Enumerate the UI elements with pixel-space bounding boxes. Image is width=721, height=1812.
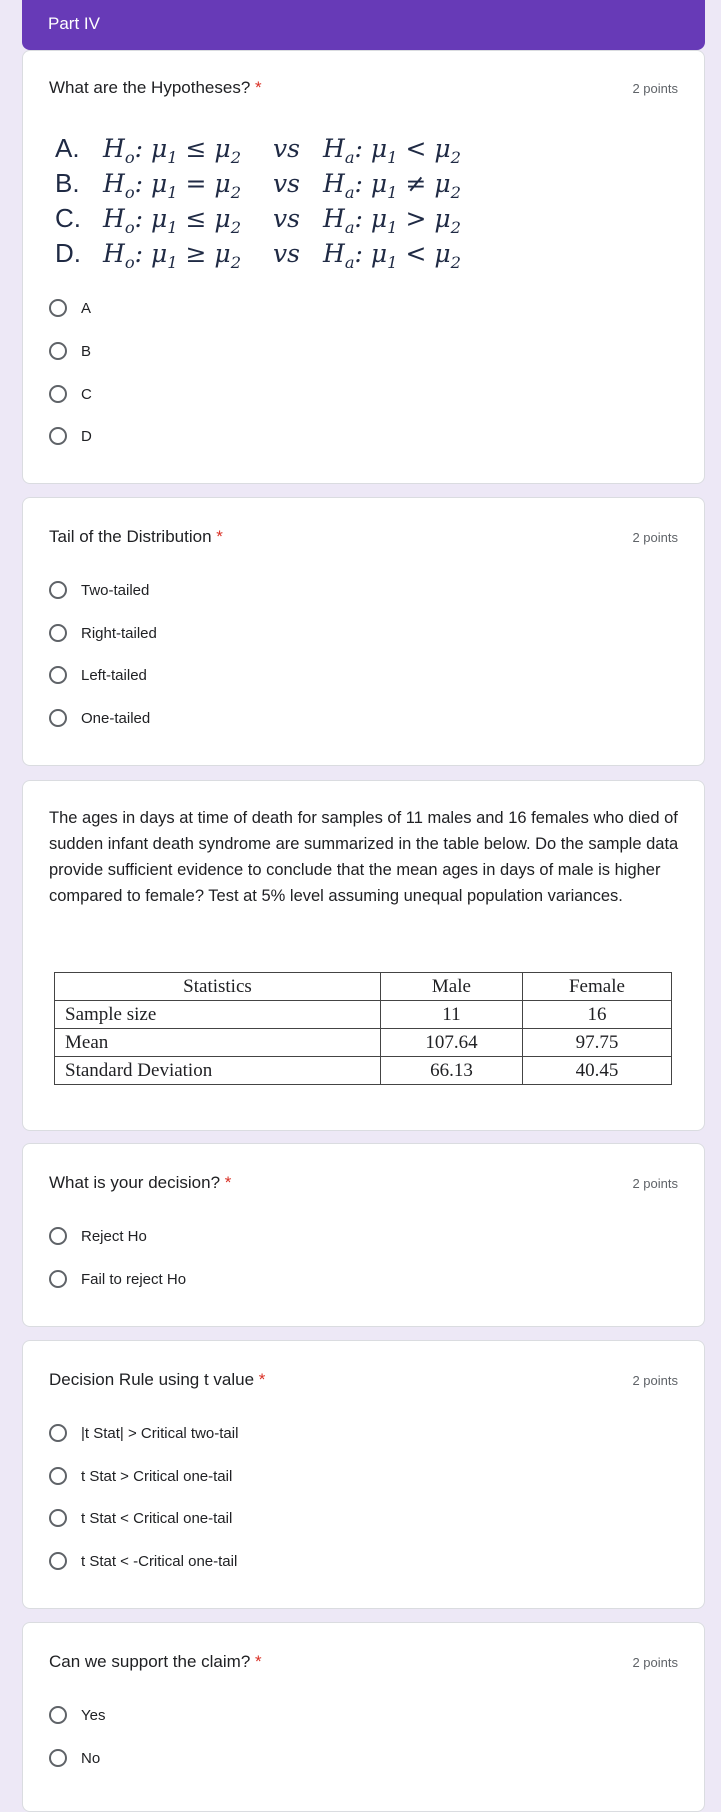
radio-option-yes[interactable]: Yes — [49, 1703, 105, 1727]
question-title: Tail of the Distribution * — [49, 527, 223, 546]
table-row — [55, 1029, 672, 1057]
table-cell: 11 — [380, 1001, 522, 1029]
radio-button[interactable] — [49, 427, 67, 445]
table-header-cell: Statistics — [55, 973, 381, 1001]
radio-button[interactable] — [49, 342, 67, 360]
section-title: Part IV — [48, 14, 100, 33]
question-title: Decision Rule using t value * — [49, 1370, 266, 1389]
radio-option-two-tailed[interactable]: Two-tailed — [49, 578, 149, 602]
table-row — [55, 1001, 672, 1029]
hypothesis-row-b: B. $H_o$: $\mu_1 = \mu_2$ vs $H_a$: $\mu_1 \ne \mu_2$ — [55, 168, 461, 202]
table-cell: 66.13 — [380, 1057, 522, 1085]
radio-option-a[interactable]: A — [49, 296, 91, 320]
radio-button[interactable] — [49, 1227, 67, 1245]
table-cell: 97.75 — [522, 1029, 671, 1057]
question-card-decision-rule — [22, 1340, 705, 1609]
question-card-decision — [22, 1143, 705, 1327]
radio-option-reject-ho[interactable]: Reject Ho — [49, 1224, 147, 1248]
question-card-hypotheses — [22, 50, 705, 484]
radio-button[interactable] — [49, 581, 67, 599]
radio-button[interactable] — [49, 1706, 67, 1724]
radio-button[interactable] — [49, 666, 67, 684]
hypothesis-row-a: A. $H_o$: $\mu_1 \le \mu_2$ vs $H_a$: $\mu_1 < \mu_2$ — [55, 133, 461, 167]
radio-button[interactable] — [49, 624, 67, 642]
radio-button[interactable] — [49, 1749, 67, 1767]
radio-option-no[interactable]: No — [49, 1746, 100, 1770]
radio-option-c[interactable]: C — [49, 382, 92, 406]
radio-option-rule-4[interactable]: t Stat < -Critical one-tail — [49, 1549, 237, 1573]
radio-button[interactable] — [49, 385, 67, 403]
radio-option-rule-2[interactable]: t Stat > Critical one-tail — [49, 1464, 232, 1488]
description-card — [22, 780, 705, 1131]
section-header — [22, 0, 705, 50]
radio-option-rule-1[interactable]: |t Stat| > Critical two-tail — [49, 1421, 238, 1445]
radio-option-fail-to-reject-ho[interactable]: Fail to reject Ho — [49, 1267, 186, 1291]
hypothesis-row-d: D. $H_o$: $\mu_1 \ge \mu_2$ vs $H_a$: $\mu_1 < \mu_2$ — [55, 238, 461, 272]
points-label: 2 points — [632, 81, 678, 96]
radio-option-rule-3[interactable]: t Stat < Critical one-tail — [49, 1506, 232, 1530]
statistics-table — [54, 972, 672, 1085]
question-card-tail — [22, 497, 705, 766]
radio-button[interactable] — [49, 1270, 67, 1288]
radio-button[interactable] — [49, 1552, 67, 1570]
radio-option-d[interactable]: D — [49, 424, 92, 448]
table-row — [55, 1057, 672, 1085]
table-header-row — [55, 973, 672, 1001]
table-cell: 16 — [522, 1001, 671, 1029]
radio-option-b[interactable]: B — [49, 339, 91, 363]
table-header-cell: Female — [522, 973, 671, 1001]
question-title: What are the Hypotheses? * — [49, 78, 262, 97]
table-cell: 40.45 — [522, 1057, 671, 1085]
radio-button[interactable] — [49, 1509, 67, 1527]
points-label: 2 points — [632, 1373, 678, 1388]
radio-button[interactable] — [49, 299, 67, 317]
points-label: 2 points — [632, 1176, 678, 1191]
radio-option-left-tailed[interactable]: Left-tailed — [49, 663, 147, 687]
table-header-cell: Male — [380, 973, 522, 1001]
question-title: What is your decision? * — [49, 1173, 232, 1192]
table-cell: Sample size — [55, 1001, 381, 1029]
table-cell: 107.64 — [380, 1029, 522, 1057]
radio-button[interactable] — [49, 709, 67, 727]
radio-option-one-tailed[interactable]: One-tailed — [49, 706, 150, 730]
table-cell: Standard Deviation — [55, 1057, 381, 1085]
points-label: 2 points — [632, 1655, 678, 1670]
problem-description: The ages in days at time of death for samples of 11 males and 16 females who died of sudden infant death syndrome are summarized in the table below. Do the sample data provide sufficient evidence to conclude that the mean ages in days of male is higher compared to female? Test at 5% level assuming unequal population variances. — [49, 809, 679, 905]
points-label: 2 points — [632, 530, 678, 545]
table-cell: Mean — [55, 1029, 381, 1057]
question-card-claim — [22, 1622, 705, 1812]
radio-button[interactable] — [49, 1424, 67, 1442]
radio-option-right-tailed[interactable]: Right-tailed — [49, 621, 157, 645]
question-title: Can we support the claim? * — [49, 1652, 262, 1671]
radio-button[interactable] — [49, 1467, 67, 1485]
hypotheses-image — [55, 133, 495, 273]
hypothesis-row-c: C. $H_o$: $\mu_1 \le \mu_2$ vs $H_a$: $\mu_1 > \mu_2$ — [55, 203, 461, 237]
